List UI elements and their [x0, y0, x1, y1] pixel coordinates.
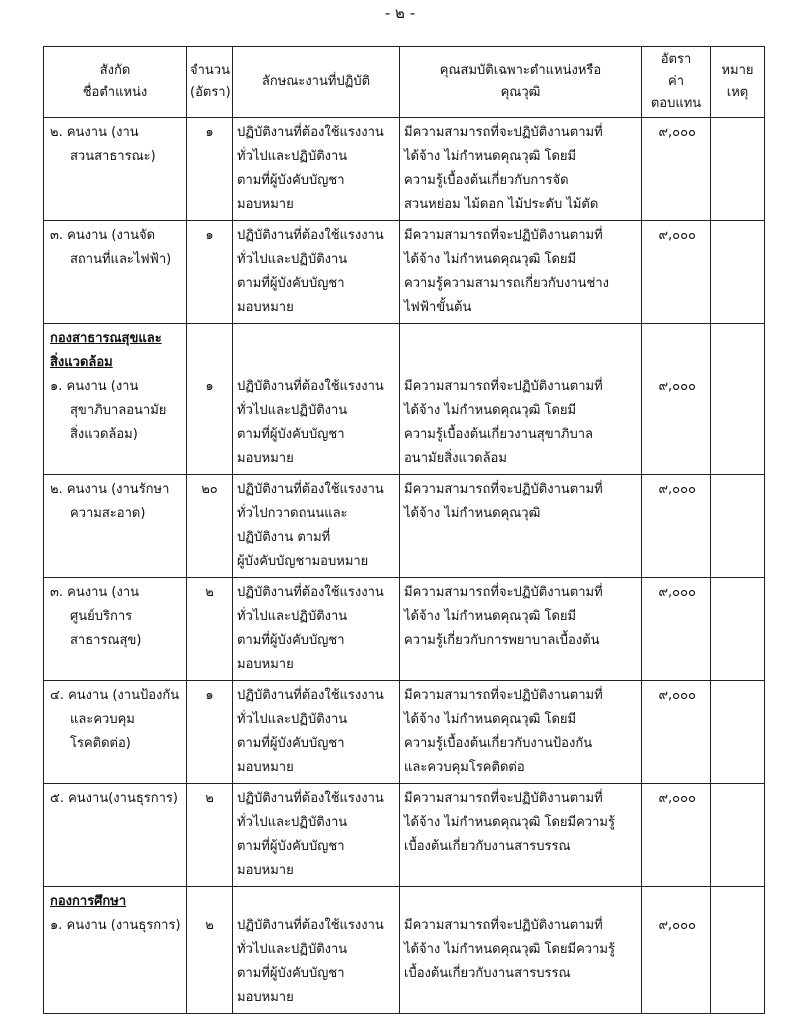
position-line: ๑. คนงาน (งาน — [50, 379, 139, 394]
header-count: จำนวน (อัตรา) — [187, 47, 233, 118]
cell-line: ปฏิบัติงานที่ต้องใช้แรงงาน — [237, 379, 384, 394]
cell-line: สวนหย่อม ไม้ดอก ไม้ประดับ ไม้ตัด — [404, 197, 599, 212]
cell-line: ทั่วไปและปฏิบัติงาน — [237, 609, 348, 624]
cell-line: ตามที่ผู้บังคับบัญชา — [237, 276, 345, 291]
cell-line: มีความสามารถที่จะปฏิบัติงานตามที่ — [404, 228, 603, 243]
cell-count: ๒ — [187, 578, 233, 681]
cell-position — [44, 118, 187, 221]
cell-qualification — [400, 475, 642, 578]
cell-position — [44, 887, 187, 1014]
cell-qualification — [400, 221, 642, 324]
cell-duty — [233, 681, 400, 784]
cell-line: มอบหมาย — [237, 863, 294, 878]
cell-line: อนามัยสิ่งแวดล้อม — [404, 451, 507, 466]
cell-line: ความรู้เกี่ยวกับการพยาบาลเบื้องต้น — [404, 633, 600, 648]
cell-line: ตามที่ผู้บังคับบัญชา — [237, 966, 345, 981]
cell-position — [44, 784, 187, 887]
cell-line: ปฏิบัติงานที่ต้องใช้แรงงาน — [237, 918, 384, 933]
position-line: ๓. คนงาน (งานจัด — [50, 228, 156, 243]
cell-remark — [711, 578, 765, 681]
cell-line: ได้จ้าง ไม่กำหนดคุณวุฒิ โดยมีความรู้ — [404, 815, 615, 830]
cell-line: ตามที่ผู้บังคับบัญชา — [237, 839, 345, 854]
cell-line: ปฏิบัติงาน ตามที่ — [237, 530, 331, 545]
position-line: ๓. คนงาน (งาน — [50, 585, 140, 600]
cell-wage: ๙,๐๐๐ — [642, 324, 711, 475]
cell-wage: ๙,๐๐๐ — [642, 475, 711, 578]
cell-line: ปฏิบัติงานที่ต้องใช้แรงงาน — [237, 482, 384, 497]
cell-line: ได้จ้าง ไม่กำหนดคุณวุฒิ โดยมี — [404, 609, 577, 624]
cell-line: ทั่วไปและปฏิบัติงาน — [237, 403, 348, 418]
table-row — [44, 784, 765, 887]
cell-line: ได้จ้าง ไม่กำหนดคุณวุฒิ โดยมี — [404, 403, 577, 418]
cell-duty — [233, 324, 400, 475]
cell-line: ได้จ้าง ไม่กำหนดคุณวุฒิ โดยมีความรู้ — [404, 942, 615, 957]
cell-position — [44, 475, 187, 578]
table-row — [44, 887, 765, 1014]
position-line: สถานที่และไฟฟ้า) — [70, 252, 172, 267]
header-duty: ลักษณะงานที่ปฏิบัติ — [233, 47, 400, 118]
cell-qualification — [400, 578, 642, 681]
cell-qualification — [400, 887, 642, 1014]
page-number: - ๒ - — [384, 4, 416, 22]
cell-wage: ๙,๐๐๐ — [642, 578, 711, 681]
cell-duty — [233, 578, 400, 681]
cell-duty — [233, 475, 400, 578]
cell-duty — [233, 221, 400, 324]
cell-wage: ๙,๐๐๐ — [642, 887, 711, 1014]
cell-line: ปฏิบัติงานที่ต้องใช้แรงงาน — [237, 125, 384, 140]
cell-line: ทั่วไปและปฏิบัติงาน — [237, 815, 348, 830]
cell-wage: ๙,๐๐๐ — [642, 784, 711, 887]
cell-line: ตามที่ผู้บังคับบัญชา — [237, 736, 345, 751]
cell-line: ความรู้เบื้องต้นเกี่ยวงานสุขาภิบาล — [404, 427, 594, 442]
header-wage: อัตรา ค่าตอบแทน — [642, 47, 711, 118]
position-line: สิ่งแวดล้อม) — [70, 427, 138, 442]
cell-count: ๒ — [187, 887, 233, 1014]
cell-qualification — [400, 784, 642, 887]
header-position: สังกัด ชื่อตำแหน่ง — [44, 47, 187, 118]
position-line: ๒. คนงาน (งานรักษา — [50, 482, 170, 497]
cell-line: ทั่วไปและปฏิบัติงาน — [237, 712, 348, 727]
cell-qualification — [400, 681, 642, 784]
cell-position — [44, 324, 187, 475]
section-title: สิ่งแวดล้อม — [50, 355, 113, 370]
cell-wage: ๙,๐๐๐ — [642, 118, 711, 221]
position-line: ๑. คนงาน (งานธุรการ) — [50, 918, 181, 933]
cell-line: ความรู้ความสามารถเกี่ยวกับงานช่าง — [404, 276, 610, 291]
cell-line: ตามที่ผู้บังคับบัญชา — [237, 173, 345, 188]
cell-line: มอบหมาย — [237, 300, 294, 315]
cell-remark — [711, 118, 765, 221]
header-remark: หมาย เหตุ — [711, 47, 765, 118]
cell-line: มีความสามารถที่จะปฏิบัติงานตามที่ — [404, 482, 603, 497]
cell-line: ทั่วไปและปฏิบัติงาน — [237, 252, 348, 267]
cell-line: ปฏิบัติงานที่ต้องใช้แรงงาน — [237, 585, 384, 600]
cell-line: ได้จ้าง ไม่กำหนดคุณวุฒิ — [404, 506, 541, 521]
cell-line: ความรู้เบื้องต้นเกี่ยวกับงานป้องกัน — [404, 736, 593, 751]
cell-remark — [711, 681, 765, 784]
cell-line: ทั่วไปและปฏิบัติงาน — [237, 942, 348, 957]
cell-line: มอบหมาย — [237, 451, 294, 466]
cell-line: ปฏิบัติงานที่ต้องใช้แรงงาน — [237, 791, 384, 806]
cell-line: มีความสามารถที่จะปฏิบัติงานตามที่ — [404, 125, 603, 140]
table-row — [44, 324, 765, 475]
cell-line: ผู้บังคับบัญชามอบหมาย — [237, 554, 369, 569]
cell-line: ทั่วไปและปฏิบัติงาน — [237, 149, 348, 164]
cell-line: มอบหมาย — [237, 657, 294, 672]
cell-wage: ๙,๐๐๐ — [642, 221, 711, 324]
position-line: ศูนย์บริการ — [70, 609, 133, 624]
table-row — [44, 681, 765, 784]
cell-duty — [233, 118, 400, 221]
cell-line: ตามที่ผู้บังคับบัญชา — [237, 427, 345, 442]
cell-remark — [711, 784, 765, 887]
table-row — [44, 578, 765, 681]
cell-line: มอบหมาย — [237, 990, 294, 1005]
cell-line: เบื้องต้นเกี่ยวกับงานสารบรรณ — [404, 966, 571, 981]
cell-line: มอบหมาย — [237, 760, 294, 775]
cell-count: ๒ — [187, 784, 233, 887]
cell-wage: ๙,๐๐๐ — [642, 681, 711, 784]
position-line: ๕. คนงาน(งานธุรการ) — [50, 791, 178, 806]
cell-line: ปฏิบัติงานที่ต้องใช้แรงงาน — [237, 228, 384, 243]
cell-position — [44, 578, 187, 681]
cell-qualification — [400, 118, 642, 221]
cell-line: มอบหมาย — [237, 197, 294, 212]
cell-line: มีความสามารถที่จะปฏิบัติงานตามที่ — [404, 918, 603, 933]
section-title: กองสาธารณสุขและ — [50, 331, 162, 346]
cell-line: ได้จ้าง ไม่กำหนดคุณวุฒิ โดยมี — [404, 149, 577, 164]
cell-remark — [711, 887, 765, 1014]
cell-line: มีความสามารถที่จะปฏิบัติงานตามที่ — [404, 688, 603, 703]
cell-line: มีความสามารถที่จะปฏิบัติงานตามที่ — [404, 585, 603, 600]
position-table — [43, 46, 765, 1014]
position-line: สาธารณสุข) — [70, 633, 142, 648]
position-line: โรคติดต่อ) — [70, 736, 131, 751]
table-body — [44, 118, 765, 1014]
cell-line: ไฟฟ้าขั้นต้น — [404, 300, 472, 315]
section-title: กองการศึกษา — [50, 894, 127, 909]
table-header — [44, 47, 765, 118]
table-row — [44, 475, 765, 578]
cell-line: ทั่วไปกวาดถนนและ — [237, 506, 348, 521]
cell-remark — [711, 324, 765, 475]
cell-line: ความรู้เบื้องต้นเกี่ยวกับการจัด — [404, 173, 569, 188]
position-line: สวนสาธารณะ) — [70, 149, 156, 164]
cell-line: ปฏิบัติงานที่ต้องใช้แรงงาน — [237, 688, 384, 703]
cell-line: มีความสามารถที่จะปฏิบัติงานตามที่ — [404, 379, 603, 394]
cell-line: และควบคุมโรคติดต่อ — [404, 760, 525, 775]
cell-remark — [711, 221, 765, 324]
cell-count: ๒๐ — [187, 475, 233, 578]
cell-qualification — [400, 324, 642, 475]
cell-line: เบื้องต้นเกี่ยวกับงานสารบรรณ — [404, 839, 571, 854]
table-row — [44, 221, 765, 324]
cell-position — [44, 221, 187, 324]
cell-count: ๑ — [187, 221, 233, 324]
cell-line: ได้จ้าง ไม่กำหนดคุณวุฒิ โดยมี — [404, 252, 577, 267]
cell-line: มีความสามารถที่จะปฏิบัติงานตามที่ — [404, 791, 603, 806]
cell-position — [44, 681, 187, 784]
cell-duty — [233, 887, 400, 1014]
cell-count: ๑ — [187, 118, 233, 221]
cell-remark — [711, 475, 765, 578]
table-row — [44, 118, 765, 221]
cell-line: ได้จ้าง ไม่กำหนดคุณวุฒิ โดยมี — [404, 712, 577, 727]
cell-count: ๑ — [187, 681, 233, 784]
header-qualification: คุณสมบัติเฉพาะตำแหน่งหรือ คุณวุฒิ — [400, 47, 642, 118]
position-line: สุขาภิบาลอนามัย — [70, 403, 167, 418]
position-line: ๒. คนงาน (งาน — [50, 125, 139, 140]
position-line: ๔. คนงาน (งานป้องกัน — [50, 688, 180, 703]
cell-line: ตามที่ผู้บังคับบัญชา — [237, 633, 345, 648]
position-line: และควบคุม — [70, 712, 135, 727]
cell-count: ๑ — [187, 324, 233, 475]
position-line: ความสะอาด) — [70, 506, 146, 521]
cell-duty — [233, 784, 400, 887]
